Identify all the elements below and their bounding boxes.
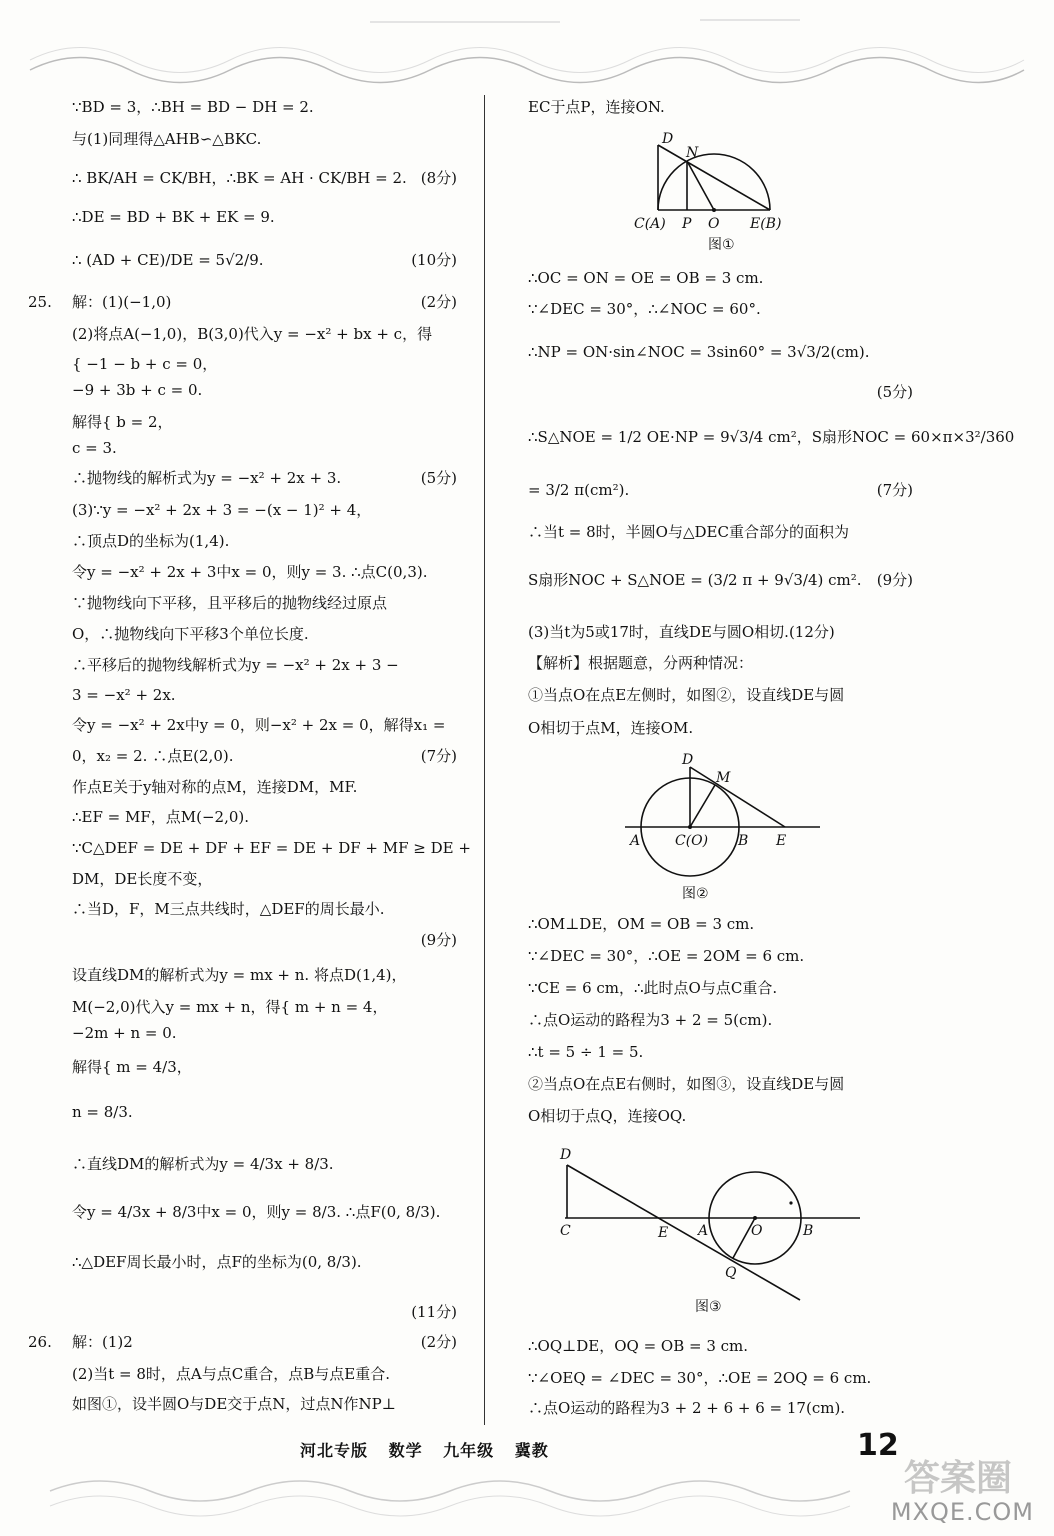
left-text-line xyxy=(72,777,457,797)
line-text: (2)将点A(−1,0)，B(3,0)代入y = −x² + bx + c，得 xyxy=(72,325,433,343)
label-d: D xyxy=(560,1147,572,1163)
line-text: ∵CE = 6 cm，∴此时点O与点C重合. xyxy=(528,979,778,997)
right-text-line xyxy=(528,914,913,934)
left-text-line xyxy=(72,1023,457,1043)
line-text: ∴ BK/AH = CK/BH，∴BK = AH · CK/BH = 2. xyxy=(72,169,407,187)
left-text-line xyxy=(72,250,457,270)
left-text-line xyxy=(72,746,457,766)
column-divider xyxy=(484,95,485,1425)
label-q: Q xyxy=(725,1265,737,1281)
left-text-line xyxy=(72,1364,457,1384)
score-mark: (9分) xyxy=(876,571,913,589)
line-text: O相切于点M，连接OM. xyxy=(528,719,694,737)
left-text-line xyxy=(72,1394,457,1414)
right-text-line xyxy=(528,1398,913,1418)
line-text: ∴点O运动的路程为3 + 2 = 5(cm). xyxy=(528,1011,773,1029)
label-a: A xyxy=(630,833,641,849)
label-n: N xyxy=(686,145,699,161)
right-text-line xyxy=(528,1010,913,1030)
line-text: ∵∠DEC = 30°，∴OE = 2OM = 6 cm. xyxy=(528,947,805,965)
line-text: ∴平移后的抛物线解析式为y = −x² + 2x + 3 − xyxy=(72,656,399,674)
left-text-line xyxy=(72,500,457,520)
left-text-line xyxy=(72,869,457,889)
right-text-line xyxy=(528,427,1015,447)
figure-2 xyxy=(620,752,825,902)
score-mark: (9分) xyxy=(420,931,457,949)
line-text: ∴当D，F，M三点共线时，△DEF的周长最小. xyxy=(72,900,385,918)
line-text: 如图①，设半圆O与DE交于点N，过点N作NP⊥ xyxy=(72,1395,396,1413)
left-text-line xyxy=(28,292,457,312)
right-text-line xyxy=(528,522,913,542)
line-text: ∴当t = 8时，半圆O与△DEC重合部分的面积为 xyxy=(528,523,849,541)
line-text: 【解析】根据题意，分两种情况： xyxy=(528,654,754,672)
label-b: B xyxy=(803,1223,814,1239)
line-text: ∴直线DM的解析式为y = 4/3x + 8/3. xyxy=(72,1155,334,1173)
line-text: ∴OC = ON = OE = OB = 3 cm. xyxy=(528,269,764,287)
line-text: ∴△DEF周长最小时，点F的坐标为(0, 8/3). xyxy=(72,1253,362,1271)
line-text: S扇形NOC + S△NOE = (3/2 π + 9√3/4) cm². xyxy=(528,571,862,589)
right-text-line xyxy=(528,718,913,738)
watermark-glyph: 答案圈 xyxy=(904,1458,1013,1499)
line-text: ∵抛物线向下平移，且平移后的抛物线经过原点 xyxy=(72,594,388,612)
left-text-line xyxy=(72,380,457,400)
left-text-line xyxy=(72,531,457,551)
label-e: E xyxy=(776,833,787,849)
line-text: ∴点O运动的路程为3 + 2 + 6 + 6 = 17(cm). xyxy=(528,1399,846,1417)
score-mark: (10分) xyxy=(411,251,457,269)
left-text-line xyxy=(72,1252,457,1272)
figure-1 xyxy=(630,125,800,255)
label-p: P xyxy=(682,216,692,232)
label-co: C(O) xyxy=(675,833,709,849)
line-text: = 3/2 π(cm²). xyxy=(528,481,630,499)
left-text-line xyxy=(72,593,457,613)
label-ca: C(A) xyxy=(634,216,666,232)
right-text-line xyxy=(528,946,913,966)
left-text-line xyxy=(72,562,457,582)
line-text: EC于点P，连接ON. xyxy=(528,98,665,116)
left-text-line xyxy=(72,997,457,1017)
label-o: O xyxy=(708,216,720,232)
line-text: 与(1)同理得△AHB∽△BKC. xyxy=(72,130,262,148)
line-text: ∴DE = BD + BK + EK = 9. xyxy=(72,208,275,226)
line-text: ∴OQ⊥DE，OQ = OB = 3 cm. xyxy=(528,1337,749,1355)
line-text: ②当点O在点E右侧时，如图③，设直线DE与圆 xyxy=(528,1075,845,1093)
label-eb: E(B) xyxy=(750,216,782,232)
line-text: 令y = −x² + 2x + 3中x = 0，则y = 3. ∴点C(0,3). xyxy=(72,563,428,581)
left-text-line xyxy=(72,899,457,919)
label-d: D xyxy=(662,131,674,147)
line-text: ∴抛物线的解析式为y = −x² + 2x + 3. xyxy=(72,469,342,487)
right-text-line xyxy=(528,1336,913,1356)
line-text: ①当点O在点E左侧时，如图②，设直线DE与圆 xyxy=(528,686,845,704)
right-text-line xyxy=(528,622,913,642)
label-m: M xyxy=(716,770,731,786)
right-text-line xyxy=(528,299,913,319)
figure-2-caption: 图② xyxy=(682,886,709,902)
left-text-line xyxy=(72,1154,457,1174)
score-mark: (8分) xyxy=(420,169,457,187)
score-mark: (7分) xyxy=(420,747,457,765)
label-a: A xyxy=(698,1223,709,1239)
left-text-line xyxy=(72,807,457,827)
question-number: 25. xyxy=(28,293,52,311)
question-number: 26. xyxy=(28,1333,52,1351)
line-text: (2)当t = 8时，点A与点C重合，点B与点E重合. xyxy=(72,1365,390,1383)
label-d: D xyxy=(682,752,694,768)
line-text: ∵∠DEC = 30°，∴∠NOC = 60°. xyxy=(528,300,761,318)
left-text-line xyxy=(72,354,457,374)
line-text: { −1 − b + c = 0， xyxy=(72,355,218,373)
label-o: O xyxy=(751,1223,763,1239)
line-text: −9 + 3b + c = 0. xyxy=(72,381,203,399)
line-text: ∴NP = ON·sin∠NOC = 3sin60° = 3√3/2(cm). xyxy=(528,343,870,361)
figure-3-caption: 图③ xyxy=(695,1299,722,1315)
line-text: 0，x₂ = 2. ∴点E(2,0). xyxy=(72,747,234,765)
segment-on xyxy=(687,161,714,210)
watermark-text: MXQE.COM xyxy=(890,1498,1034,1526)
line-text: ∵BD = 3，∴BH = BD − DH = 2. xyxy=(72,98,314,116)
left-text-line xyxy=(72,168,457,188)
left-text-line xyxy=(72,207,457,227)
right-text-line xyxy=(528,1042,913,1062)
label-e: E xyxy=(658,1225,669,1241)
line-text: n = 8/3. xyxy=(72,1103,133,1121)
right-text-line xyxy=(528,978,913,998)
left-text-line xyxy=(72,685,457,705)
left-text-line xyxy=(72,1057,457,1077)
right-text-line xyxy=(528,268,913,288)
left-text-line xyxy=(72,97,457,117)
line-de xyxy=(567,1165,800,1300)
right-text-line xyxy=(528,685,913,705)
line-text: (3)∵y = −x² + 2x + 3 = −(x − 1)² + 4， xyxy=(72,501,372,519)
line-text: 令y = 4/3x + 8/3中x = 0，则y = 8/3. ∴点F(0, 8/3). xyxy=(72,1203,441,1221)
label-b: B xyxy=(738,833,749,849)
line-text: 作点E关于y轴对称的点M，连接DM，MF. xyxy=(72,778,358,796)
segment-om xyxy=(690,785,715,827)
score-mark: (2分) xyxy=(420,293,457,311)
line-text: 解得{ b = 2， xyxy=(72,413,173,431)
left-text-line xyxy=(72,412,457,432)
right-text-line xyxy=(528,97,913,117)
line-text: ∴EF = MF，点M(−2,0). xyxy=(72,808,250,826)
right-text-line xyxy=(528,1106,913,1126)
score-mark: (5分) xyxy=(876,383,913,401)
left-text-line xyxy=(72,1202,457,1222)
left-text-line xyxy=(72,468,457,488)
figure-3 xyxy=(555,1145,865,1315)
left-text-line xyxy=(72,129,457,149)
line-text: DM，DE长度不变， xyxy=(72,870,213,888)
line-text: 解：(1)(−1,0) xyxy=(72,293,172,311)
right-text-line xyxy=(528,1368,913,1388)
line-text: 解得{ m = 4/3， xyxy=(72,1058,192,1076)
left-text-line xyxy=(72,624,457,644)
line-text: 3 = −x² + 2x. xyxy=(72,686,176,704)
footer-text: 河北专版 数学 九年级 冀教 xyxy=(300,1441,549,1460)
score-mark: (11分) xyxy=(411,1303,457,1321)
line-text: 令y = −x² + 2x中y = 0，则−x² + 2x = 0，解得x₁ = xyxy=(72,716,446,734)
line-text: O相切于点Q，连接OQ. xyxy=(528,1107,687,1125)
line-text: −2m + n = 0. xyxy=(72,1024,177,1042)
line-text: ∵C△DEF = DE + DF + EF = DE + DF + MF ≥ DE + xyxy=(72,839,471,857)
figure-1-caption: 图① xyxy=(708,237,735,253)
semicircle-o xyxy=(658,154,770,210)
line-text: ∴OM⊥DE，OM = OB = 3 cm. xyxy=(528,915,755,933)
line-text: ∴ (AD + CE)/DE = 5√2/9. xyxy=(72,251,264,269)
line-text: c = 3. xyxy=(72,439,117,457)
label-c: C xyxy=(560,1223,571,1239)
line-text: 设直线DM的解析式为y = mx + n. 将点D(1,4)， xyxy=(72,966,407,984)
left-text-line xyxy=(72,1102,457,1122)
score-mark: (7分) xyxy=(876,481,913,499)
line-text: ∴t = 5 ÷ 1 = 5. xyxy=(528,1043,644,1061)
line-text: (3)当t为5或17时，直线DE与圆O相切.(12分) xyxy=(528,623,835,641)
line-text: ∴S△NOE = 1/2 OE·NP = 9√3/4 cm²，S扇形NOC = 60×π×3²/360 xyxy=(528,428,1015,446)
left-text-line xyxy=(72,438,457,458)
line-text: M(−2,0)代入y = mx + n，得{ m + n = 4， xyxy=(72,998,388,1016)
page-number: 12 xyxy=(857,1428,899,1463)
line-text: ∴顶点D的坐标为(1,4). xyxy=(72,532,230,550)
right-text-line xyxy=(528,480,913,500)
right-text-line xyxy=(528,653,913,673)
right-text-line xyxy=(528,570,913,590)
left-text-line xyxy=(72,965,457,985)
line-text: O，∴抛物线向下平移3个单位长度. xyxy=(72,625,309,643)
score-mark: (2分) xyxy=(420,1333,457,1351)
left-text-line xyxy=(72,655,457,675)
right-text-line xyxy=(528,342,913,362)
left-text-line xyxy=(72,324,457,344)
line-text: ∵∠OEQ = ∠DEC = 30°，∴OE = 2OQ = 6 cm. xyxy=(528,1369,872,1387)
score-mark: (5分) xyxy=(420,469,457,487)
left-text-line xyxy=(28,1332,457,1352)
top-decorative-border xyxy=(20,0,1034,90)
left-text-line xyxy=(72,715,457,735)
left-text-line xyxy=(72,838,471,858)
right-text-line xyxy=(528,1074,913,1094)
line-text: 解：(1)2 xyxy=(72,1333,133,1351)
